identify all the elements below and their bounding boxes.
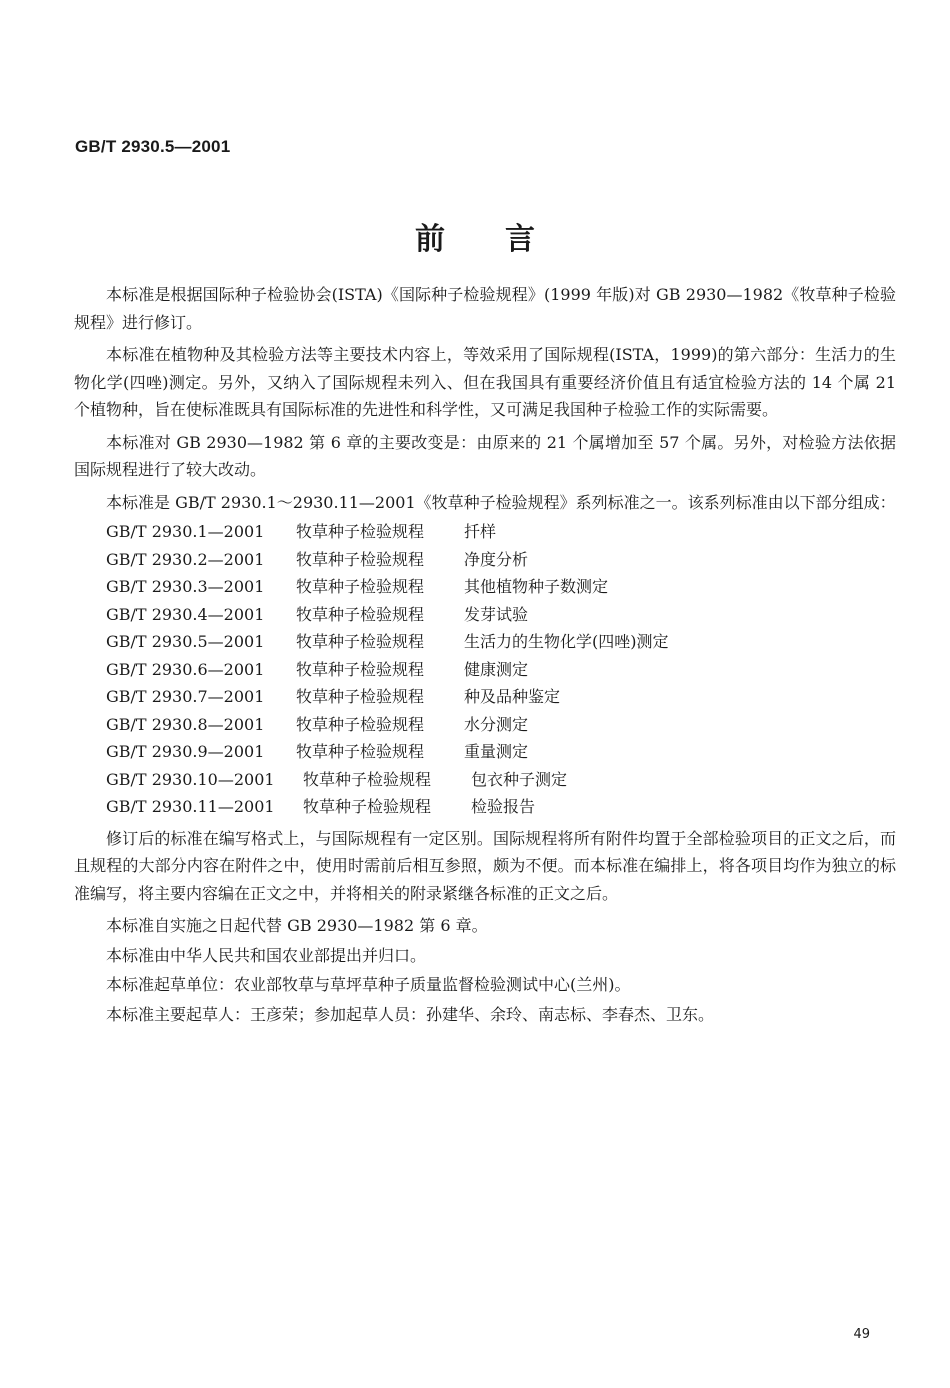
- standard-part: 包衣种子测定: [471, 769, 568, 789]
- paragraph-7: 本标准由中华人民共和国农业部提出并归口。: [106, 945, 427, 965]
- standard-series: 牧草种子检验规程: [303, 769, 432, 789]
- paragraph-8: 本标准起草单位：农业部牧草与草坪草种子质量监督检验测试中心(兰州)。: [106, 975, 631, 994]
- list-item: [74, 601, 896, 629]
- list-item: [74, 656, 896, 684]
- list-item: [74, 738, 896, 766]
- standard-series: 牧草种子检验规程: [296, 659, 425, 679]
- standard-code: GB/T 2930.2—2001: [106, 549, 265, 569]
- list-item: [74, 573, 896, 601]
- paragraph-5: 修订后的标准在编写格式上，与国际规程有一定区别。国际规程将所有附件均置于全部检验项目的正文之后，而且规程的大部分内容在附件之中，使用时需前后相互参照，颇为不便。而本标准在编排上，将各项目均作为独立的标准编写，将主要内容编在正文之中，并将相关的附录紧继各标准的正文之后。: [74, 828, 896, 903]
- standard-code: GB/T 2930.9—2001: [106, 742, 265, 761]
- standard-series: 牧草种子检验规程: [296, 577, 425, 596]
- standard-series: 牧草种子检验规程: [296, 687, 425, 706]
- standard-part: 扦样: [464, 522, 497, 541]
- list-item: [74, 766, 896, 794]
- standard-code: GB/T 2930.5—2001: [106, 632, 265, 651]
- standard-series: 牧草种子检验规程: [296, 714, 425, 734]
- standards-list: [74, 518, 896, 821]
- standard-part: 生活力的生物化学(四唑)测定: [464, 632, 669, 651]
- list-item: [74, 518, 896, 546]
- list-item: [74, 546, 896, 574]
- page-number: 49: [853, 1327, 870, 1342]
- standard-part: 检验报告: [471, 797, 536, 816]
- standard-code: GB/T 2930.1—2001: [106, 522, 265, 541]
- list-item: [74, 628, 896, 656]
- paragraph-4: 本标准是 GB/T 2930.1～2930.11—2001《牧草种子检验规程》系列标准之一。该系列标准由以下部分组成：: [106, 492, 896, 512]
- standard-part: 重量测定: [464, 742, 529, 761]
- standard-series: 牧草种子检验规程: [296, 604, 425, 624]
- standard-series: 牧草种子检验规程: [296, 632, 425, 651]
- standard-code: GB/T 2930.4—2001: [106, 604, 265, 624]
- standard-part: 发芽试验: [464, 604, 529, 624]
- paragraph-9: 本标准主要起草人：王彦荣；参加起草人员：孙建华、余玲、南志标、李春杰、卫东。: [106, 1004, 715, 1024]
- standard-part: 种及品种鉴定: [464, 687, 561, 706]
- standard-part: 健康测定: [464, 659, 529, 679]
- paragraph-2: 本标准在植物种及其检验方法等主要技术内容上，等效采用了国际规程(ISTA，1999)的第六部分：生活力的生物化学(四唑)测定。另外，又纳入了国际规程未列入、但在我国具有重要经济价值且有适宜检验方法的 14 个属 21 个植物种，旨在使标准既具有国际标准的先进性和科学性，又可满足我国种子检验工作的实际需要。: [74, 345, 896, 419]
- page-title: 前言: [415, 222, 595, 257]
- paragraph-3: 本标准对 GB 2930—1982 第 6 章的主要改变是：由原来的 21 个属增加至 57 个属。另外，对检验方法依据国际规程进行了较大改动。: [74, 432, 896, 479]
- list-item: [74, 711, 896, 739]
- standard-code: GB/T 2930.3—2001: [106, 577, 265, 596]
- standard-series: 牧草种子检验规程: [296, 522, 425, 541]
- standard-part: 其他植物种子数测定: [464, 577, 609, 596]
- standard-code: GB/T 2930.8—2001: [106, 714, 265, 734]
- standard-part: 水分测定: [464, 714, 529, 734]
- paragraph-1: 本标准是根据国际种子检验协会(ISTA)《国际种子检验规程》(1999 年版)对 GB 2930—1982《牧草种子检验规程》进行修订。: [74, 285, 896, 332]
- standard-series: 牧草种子检验规程: [296, 549, 425, 569]
- list-item: [74, 793, 896, 821]
- standard-series: 牧草种子检验规程: [296, 742, 425, 761]
- standard-part: 净度分析: [464, 549, 529, 569]
- standard-code: GB/T 2930.11—2001: [106, 797, 275, 816]
- standard-series: 牧草种子检验规程: [303, 797, 432, 816]
- standard-code: GB/T 2930.6—2001: [106, 659, 265, 679]
- document-code: GB/T 2930.5—2001: [75, 137, 231, 156]
- foreword-body: [74, 281, 896, 1030]
- paragraph-6: 本标准自实施之日起代替 GB 2930—1982 第 6 章。: [106, 916, 488, 935]
- list-item: [74, 683, 896, 711]
- standard-code: GB/T 2930.10—2001: [106, 769, 275, 789]
- standard-code: GB/T 2930.7—2001: [106, 687, 265, 706]
